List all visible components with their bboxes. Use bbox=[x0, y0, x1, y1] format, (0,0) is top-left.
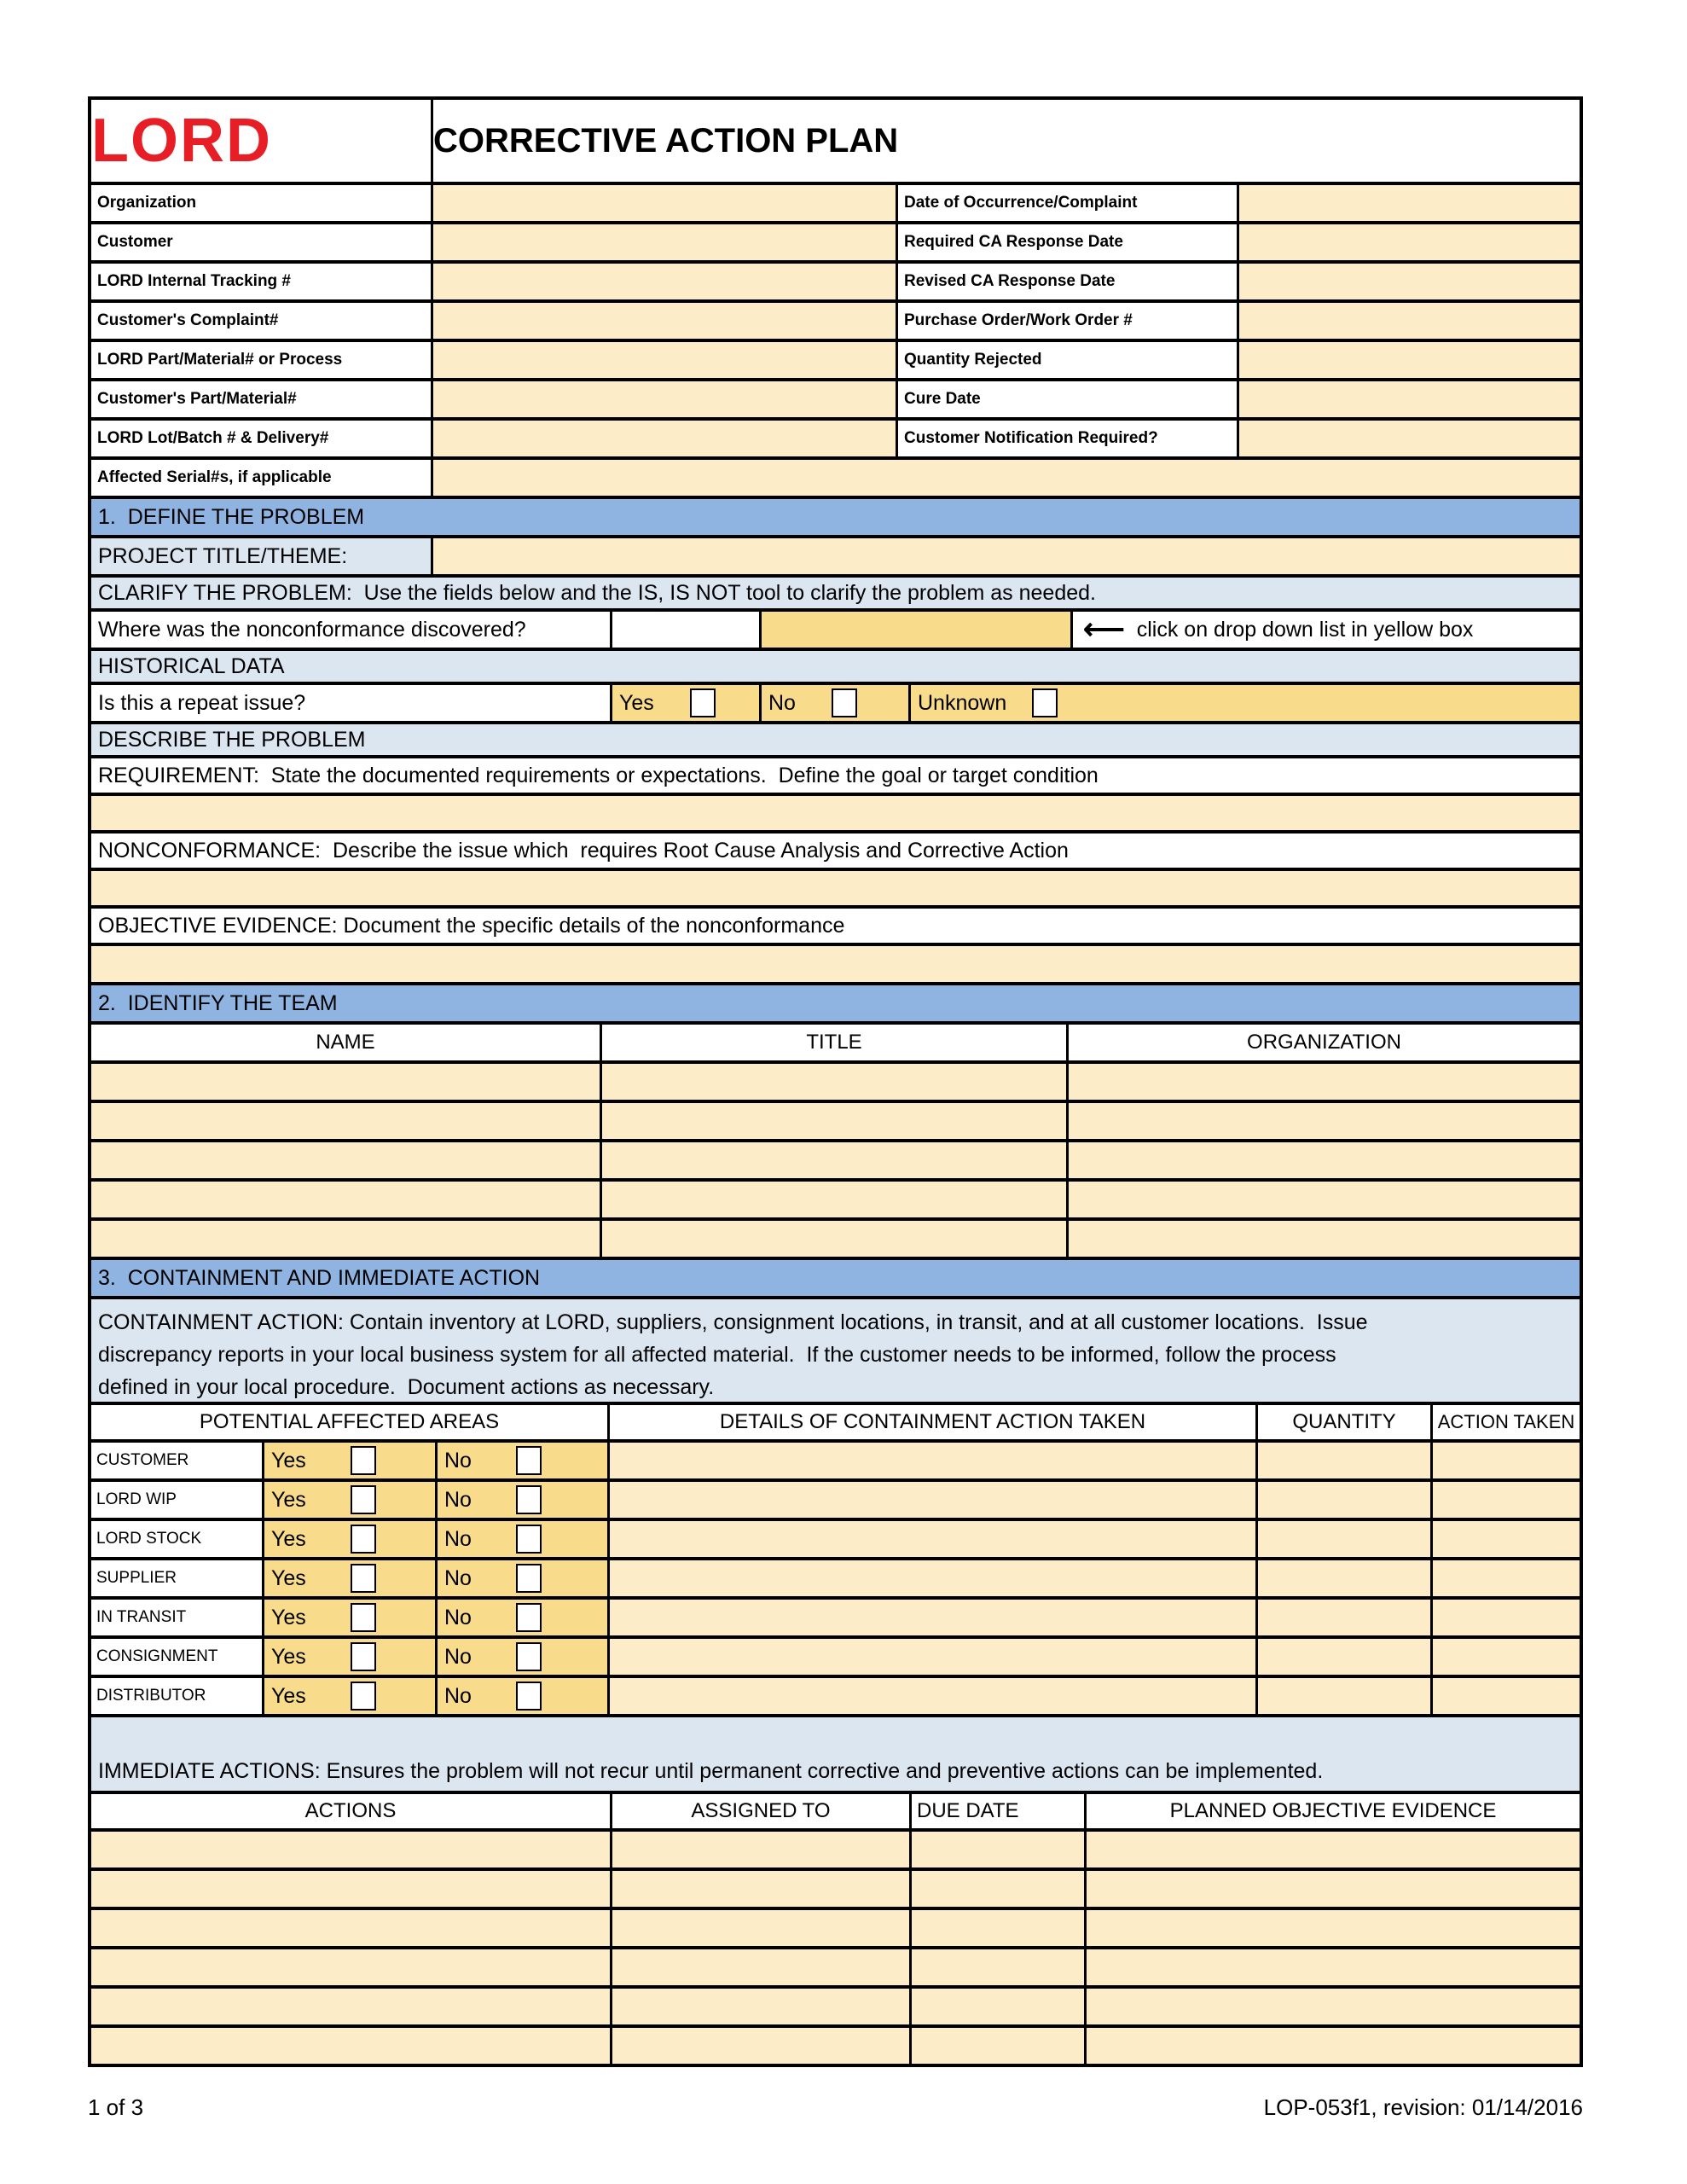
action-due-date-input[interactable] bbox=[909, 1832, 1084, 1867]
action-row bbox=[91, 1828, 1580, 1867]
affected-area-row bbox=[91, 1596, 1580, 1635]
lord-wip-yes-cell bbox=[262, 1482, 435, 1518]
action-evidence-input[interactable] bbox=[1084, 1871, 1580, 1907]
customer-notification-label: Customer Notification Required? bbox=[896, 421, 1237, 456]
lord-stock-no-cell bbox=[435, 1521, 607, 1557]
affected-area-row bbox=[91, 1439, 1580, 1478]
project-title-label: PROJECT TITLE/THEME: bbox=[91, 538, 431, 574]
info-row bbox=[91, 182, 1580, 221]
potential-affected-areas-header: POTENTIAL AFFECTED AREAS bbox=[91, 1405, 607, 1439]
lord-wip-no-checkbox[interactable] bbox=[516, 1485, 542, 1514]
customer-complaint-input[interactable] bbox=[431, 303, 896, 339]
in-transit-yes-cell bbox=[262, 1600, 435, 1635]
area-lord-wip-label: LORD WIP bbox=[91, 1482, 262, 1518]
team-name-input[interactable] bbox=[91, 1064, 600, 1100]
project-title-row bbox=[91, 535, 1580, 574]
organization-label: Organization bbox=[91, 185, 431, 221]
quantity-header: QUANTITY bbox=[1255, 1405, 1430, 1439]
lord-part-input[interactable] bbox=[431, 342, 896, 378]
immediate-actions-row bbox=[91, 1714, 1580, 1791]
customer-no-checkbox[interactable] bbox=[516, 1446, 542, 1475]
team-title-input[interactable] bbox=[600, 1221, 1066, 1257]
info-row bbox=[91, 260, 1580, 299]
lord-wip-action-input[interactable] bbox=[1430, 1482, 1580, 1518]
clarify-problem-row bbox=[91, 574, 1580, 608]
lord-stock-yes-cell bbox=[262, 1521, 435, 1557]
yes-label: Yes bbox=[271, 1644, 306, 1669]
info-row bbox=[91, 221, 1580, 260]
nonconformance-input-row bbox=[91, 868, 1580, 905]
no-label: No bbox=[444, 1565, 472, 1590]
in-transit-action-input[interactable] bbox=[1430, 1600, 1580, 1635]
action-due-date-input[interactable] bbox=[909, 1949, 1084, 1985]
action-evidence-input[interactable] bbox=[1084, 1989, 1580, 2024]
repeat-no-label: No bbox=[768, 690, 796, 715]
requirement-row bbox=[91, 755, 1580, 793]
action-taken-header: ACTION TAKEN bbox=[1430, 1405, 1580, 1439]
section1-header-row bbox=[91, 496, 1580, 535]
internal-tracking-input[interactable] bbox=[431, 264, 896, 299]
containment-line-2: discrepancy reports in your local business system for all affected material. If the customer needs to be informed, follow the process bbox=[98, 1343, 1336, 1367]
team-header-row bbox=[91, 1021, 1580, 1060]
info-row bbox=[91, 378, 1580, 417]
where-discovered-value-cell[interactable] bbox=[610, 612, 759, 648]
nonconformance-row bbox=[91, 830, 1580, 868]
action-assigned-input[interactable] bbox=[610, 2028, 909, 2064]
customer-complaint-label: Customer's Complaint# bbox=[91, 303, 431, 339]
repeat-unknown-checkbox[interactable] bbox=[1032, 688, 1058, 717]
action-due-date-input[interactable] bbox=[909, 1871, 1084, 1907]
page-title: CORRECTIVE ACTION PLAN bbox=[433, 121, 899, 160]
supplier-yes-checkbox[interactable] bbox=[351, 1564, 376, 1593]
form-header-row bbox=[91, 100, 1580, 182]
clarify-problem-text: CLARIFY THE PROBLEM: Use the fields below and the IS, IS NOT tool to clarify the problem as needed. bbox=[91, 578, 1580, 608]
distributor-no-cell bbox=[435, 1678, 607, 1714]
objective-evidence-row bbox=[91, 905, 1580, 943]
area-lord-stock-label: LORD STOCK bbox=[91, 1521, 262, 1557]
distributor-yes-cell bbox=[262, 1678, 435, 1714]
action-assigned-input[interactable] bbox=[610, 1989, 909, 2024]
due-date-header: DUE DATE bbox=[909, 1794, 1084, 1828]
team-name-input[interactable] bbox=[91, 1221, 600, 1257]
revised-ca-date-label: Revised CA Response Date bbox=[896, 264, 1237, 299]
planned-objective-evidence-header: PLANNED OBJECTIVE EVIDENCE bbox=[1084, 1794, 1580, 1828]
no-label: No bbox=[444, 1448, 472, 1472]
affected-serials-input[interactable] bbox=[431, 460, 1580, 496]
distributor-details-input[interactable] bbox=[607, 1678, 1255, 1714]
nonconformance-input[interactable] bbox=[91, 871, 1580, 905]
project-title-input[interactable] bbox=[431, 538, 1580, 574]
lord-wip-yes-checkbox[interactable] bbox=[351, 1485, 376, 1514]
action-assigned-input[interactable] bbox=[610, 1832, 909, 1867]
supplier-quantity-input[interactable] bbox=[1255, 1560, 1430, 1596]
affected-area-row bbox=[91, 1635, 1580, 1675]
action-evidence-input[interactable] bbox=[1084, 1910, 1580, 1946]
distributor-action-input[interactable] bbox=[1430, 1678, 1580, 1714]
team-name-input[interactable] bbox=[91, 1103, 600, 1139]
team-org-input[interactable] bbox=[1066, 1221, 1580, 1257]
action-actions-input[interactable] bbox=[91, 1832, 610, 1867]
required-ca-date-input[interactable] bbox=[1237, 224, 1580, 260]
consignment-action-input[interactable] bbox=[1430, 1639, 1580, 1675]
repeat-yes-cell bbox=[610, 685, 759, 721]
section2-title: 2. IDENTIFY THE TEAM bbox=[91, 985, 1580, 1021]
team-org-input[interactable] bbox=[1066, 1182, 1580, 1217]
in-transit-no-checkbox[interactable] bbox=[516, 1603, 542, 1632]
supplier-yes-cell bbox=[262, 1560, 435, 1596]
action-evidence-input[interactable] bbox=[1084, 1832, 1580, 1867]
customer-notification-input[interactable] bbox=[1237, 421, 1580, 456]
date-of-occurrence-label: Date of Occurrence/Complaint bbox=[896, 185, 1237, 221]
lord-stock-quantity-input[interactable] bbox=[1255, 1521, 1430, 1557]
repeat-no-checkbox[interactable] bbox=[832, 688, 857, 717]
team-row bbox=[91, 1060, 1580, 1100]
historical-data-row bbox=[91, 648, 1580, 682]
actions-header-row bbox=[91, 1791, 1580, 1828]
info-row bbox=[91, 339, 1580, 378]
cure-date-label: Cure Date bbox=[896, 381, 1237, 417]
team-title-input[interactable] bbox=[600, 1182, 1066, 1217]
action-assigned-input[interactable] bbox=[610, 1949, 909, 1985]
historical-data-text: HISTORICAL DATA bbox=[91, 651, 1580, 682]
no-label: No bbox=[444, 1644, 472, 1669]
action-row bbox=[91, 1907, 1580, 1946]
team-row bbox=[91, 1100, 1580, 1139]
action-assigned-input[interactable] bbox=[610, 1910, 909, 1946]
immediate-actions-text: IMMEDIATE ACTIONS: Ensures the problem will not recur until permanent corrective and preventive actions can be implemented. bbox=[91, 1717, 1580, 1791]
affected-area-row bbox=[91, 1478, 1580, 1518]
area-customer-label: CUSTOMER bbox=[91, 1443, 262, 1478]
consignment-yes-checkbox[interactable] bbox=[351, 1642, 376, 1671]
repeat-no-cell bbox=[759, 685, 908, 721]
organization-input[interactable] bbox=[431, 185, 896, 221]
customer-yes-checkbox[interactable] bbox=[351, 1446, 376, 1475]
objective-evidence-input-row bbox=[91, 943, 1580, 982]
containment-line-1: CONTAINMENT ACTION: Contain inventory at LORD, suppliers, consignment locations, in transit, and at all customer locations. Issue bbox=[98, 1310, 1368, 1334]
consignment-yes-cell bbox=[262, 1639, 435, 1675]
containment-line-3: defined in your local procedure. Document actions as necessary. bbox=[98, 1375, 715, 1399]
team-name-header: NAME bbox=[91, 1025, 600, 1060]
team-row bbox=[91, 1139, 1580, 1178]
yes-label: Yes bbox=[271, 1448, 306, 1472]
team-title-input[interactable] bbox=[600, 1103, 1066, 1139]
consignment-no-checkbox[interactable] bbox=[516, 1642, 542, 1671]
nonconformance-text: NONCONFORMANCE: Describe the issue which requires Root Cause Analysis and Corrective Action bbox=[91, 834, 1580, 868]
team-name-input[interactable] bbox=[91, 1182, 600, 1217]
action-actions-input[interactable] bbox=[91, 1910, 610, 1946]
customer-details-input[interactable] bbox=[607, 1443, 1255, 1478]
team-title-input[interactable] bbox=[600, 1142, 1066, 1178]
action-row bbox=[91, 2024, 1580, 2064]
customer-no-cell bbox=[435, 1443, 607, 1478]
lord-stock-yes-checkbox[interactable] bbox=[351, 1525, 376, 1554]
where-discovered-label: Where was the nonconformance discovered? bbox=[91, 612, 610, 648]
containment-action-row bbox=[91, 1296, 1580, 1402]
action-actions-input[interactable] bbox=[91, 1871, 610, 1907]
page-footer bbox=[88, 2094, 1583, 2121]
required-ca-date-label: Required CA Response Date bbox=[896, 224, 1237, 260]
team-row bbox=[91, 1178, 1580, 1217]
in-transit-yes-checkbox[interactable] bbox=[351, 1603, 376, 1632]
team-title-header: TITLE bbox=[600, 1025, 1066, 1060]
containment-action-text bbox=[91, 1299, 1580, 1402]
section2-header-row bbox=[91, 982, 1580, 1021]
form-title-cell bbox=[431, 100, 1580, 182]
repeat-issue-label: Is this a repeat issue? bbox=[91, 685, 610, 721]
distributor-yes-checkbox[interactable] bbox=[351, 1682, 376, 1711]
lot-batch-input[interactable] bbox=[431, 421, 896, 456]
quantity-rejected-label: Quantity Rejected bbox=[896, 342, 1237, 378]
document-revision: LOP-053f1, revision: 01/14/2016 bbox=[1263, 2094, 1583, 2120]
lord-stock-details-input[interactable] bbox=[607, 1521, 1255, 1557]
objective-evidence-input[interactable] bbox=[91, 946, 1580, 982]
distributor-no-checkbox[interactable] bbox=[516, 1682, 542, 1711]
requirement-input-row bbox=[91, 793, 1580, 830]
customer-quantity-input[interactable] bbox=[1255, 1443, 1430, 1478]
repeat-unknown-cell bbox=[908, 685, 1580, 721]
date-of-occurrence-input[interactable] bbox=[1237, 185, 1580, 221]
lord-wip-no-cell bbox=[435, 1482, 607, 1518]
describe-problem-text: DESCRIBE THE PROBLEM bbox=[91, 724, 1580, 755]
supplier-action-input[interactable] bbox=[1430, 1560, 1580, 1596]
area-supplier-label: SUPPLIER bbox=[91, 1560, 262, 1596]
consignment-no-cell bbox=[435, 1639, 607, 1675]
purchase-order-label: Purchase Order/Work Order # bbox=[896, 303, 1237, 339]
no-label: No bbox=[444, 1487, 472, 1512]
team-row bbox=[91, 1217, 1580, 1257]
lord-stock-no-checkbox[interactable] bbox=[516, 1525, 542, 1554]
yes-label: Yes bbox=[271, 1683, 306, 1708]
repeat-yes-label: Yes bbox=[619, 690, 654, 715]
where-discovered-row bbox=[91, 608, 1580, 648]
yes-label: Yes bbox=[271, 1526, 306, 1551]
affected-area-row bbox=[91, 1675, 1580, 1714]
action-row bbox=[91, 1867, 1580, 1907]
customer-part-label: Customer's Part/Material# bbox=[91, 381, 431, 417]
affected-area-row bbox=[91, 1557, 1580, 1596]
customer-part-input[interactable] bbox=[431, 381, 896, 417]
lot-batch-label: LORD Lot/Batch # & Delivery# bbox=[91, 421, 431, 456]
supplier-details-input[interactable] bbox=[607, 1560, 1255, 1596]
yes-label: Yes bbox=[271, 1565, 306, 1590]
internal-tracking-label: LORD Internal Tracking # bbox=[91, 264, 431, 299]
details-containment-header: DETAILS OF CONTAINMENT ACTION TAKEN bbox=[607, 1405, 1255, 1439]
repeat-issue-row bbox=[91, 682, 1580, 721]
no-label: No bbox=[444, 1683, 472, 1708]
actions-header: ACTIONS bbox=[91, 1794, 610, 1828]
yes-label: Yes bbox=[271, 1487, 306, 1512]
in-transit-no-cell bbox=[435, 1600, 607, 1635]
action-actions-input[interactable] bbox=[91, 2028, 610, 2064]
area-in-transit-label: IN TRANSIT bbox=[91, 1600, 262, 1635]
requirement-text: REQUIREMENT: State the documented requirements or expectations. Define the goal or target condition bbox=[91, 758, 1580, 793]
section1-title: 1. DEFINE THE PROBLEM bbox=[91, 499, 1580, 535]
repeat-unknown-label: Unknown bbox=[918, 690, 1007, 715]
consignment-quantity-input[interactable] bbox=[1255, 1639, 1430, 1675]
lord-logo-cell bbox=[91, 100, 431, 182]
team-org-input[interactable] bbox=[1066, 1142, 1580, 1178]
action-row bbox=[91, 1946, 1580, 1985]
yes-label: Yes bbox=[271, 1605, 306, 1629]
affected-serials-label: Affected Serial#s, if applicable bbox=[91, 460, 431, 496]
affected-areas-header-row bbox=[91, 1402, 1580, 1439]
corrective-action-plan-page bbox=[88, 0, 1583, 2121]
lord-part-label: LORD Part/Material# or Process bbox=[91, 342, 431, 378]
purchase-order-input[interactable] bbox=[1237, 303, 1580, 339]
action-due-date-input[interactable] bbox=[909, 1910, 1084, 1946]
in-transit-quantity-input[interactable] bbox=[1255, 1600, 1430, 1635]
section3-title: 3. CONTAINMENT AND IMMEDIATE ACTION bbox=[91, 1260, 1580, 1296]
action-evidence-input[interactable] bbox=[1084, 2028, 1580, 2064]
lord-logo: LORD bbox=[91, 107, 272, 175]
no-label: No bbox=[444, 1526, 472, 1551]
action-due-date-input[interactable] bbox=[909, 2028, 1084, 2064]
team-org-input[interactable] bbox=[1066, 1064, 1580, 1100]
distributor-quantity-input[interactable] bbox=[1255, 1678, 1430, 1714]
action-actions-input[interactable] bbox=[91, 1949, 610, 1985]
customer-label: Customer bbox=[91, 224, 431, 260]
consignment-details-input[interactable] bbox=[607, 1639, 1255, 1675]
customer-input[interactable] bbox=[431, 224, 896, 260]
left-arrow-icon: ⟵ bbox=[1083, 613, 1125, 646]
dropdown-hint-text: click on drop down list in yellow box bbox=[1136, 617, 1474, 642]
revised-ca-date-input[interactable] bbox=[1237, 264, 1580, 299]
describe-problem-row bbox=[91, 721, 1580, 755]
area-distributor-label: DISTRIBUTOR bbox=[91, 1678, 262, 1714]
customer-action-input[interactable] bbox=[1430, 1443, 1580, 1478]
quantity-rejected-input[interactable] bbox=[1237, 342, 1580, 378]
info-row bbox=[91, 299, 1580, 339]
area-consignment-label: CONSIGNMENT bbox=[91, 1639, 262, 1675]
team-name-input[interactable] bbox=[91, 1142, 600, 1178]
action-evidence-input[interactable] bbox=[1084, 1949, 1580, 1985]
info-row bbox=[91, 417, 1580, 456]
where-discovered-dropdown[interactable] bbox=[759, 612, 1070, 648]
action-row bbox=[91, 1985, 1580, 2024]
action-assigned-input[interactable] bbox=[610, 1871, 909, 1907]
corrective-action-form bbox=[88, 96, 1583, 2067]
section3-header-row bbox=[91, 1257, 1580, 1296]
dropdown-hint-cell bbox=[1070, 612, 1580, 648]
supplier-no-checkbox[interactable] bbox=[516, 1564, 542, 1593]
assigned-to-header: ASSIGNED TO bbox=[610, 1794, 909, 1828]
supplier-no-cell bbox=[435, 1560, 607, 1596]
cure-date-input[interactable] bbox=[1237, 381, 1580, 417]
lord-wip-details-input[interactable] bbox=[607, 1482, 1255, 1518]
team-organization-header: ORGANIZATION bbox=[1066, 1025, 1580, 1060]
no-label: No bbox=[444, 1605, 472, 1629]
team-org-input[interactable] bbox=[1066, 1103, 1580, 1139]
affected-area-row bbox=[91, 1518, 1580, 1557]
repeat-yes-checkbox[interactable] bbox=[690, 688, 716, 717]
action-due-date-input[interactable] bbox=[909, 1989, 1084, 2024]
page-number: 1 of 3 bbox=[88, 2094, 144, 2120]
customer-yes-cell bbox=[262, 1443, 435, 1478]
action-actions-input[interactable] bbox=[91, 1989, 610, 2024]
team-title-input[interactable] bbox=[600, 1064, 1066, 1100]
lord-wip-quantity-input[interactable] bbox=[1255, 1482, 1430, 1518]
objective-evidence-text: OBJECTIVE EVIDENCE: Document the specific details of the nonconformance bbox=[91, 909, 1580, 943]
requirement-input[interactable] bbox=[91, 796, 1580, 830]
in-transit-details-input[interactable] bbox=[607, 1600, 1255, 1635]
lord-stock-action-input[interactable] bbox=[1430, 1521, 1580, 1557]
affected-serials-row bbox=[91, 456, 1580, 496]
